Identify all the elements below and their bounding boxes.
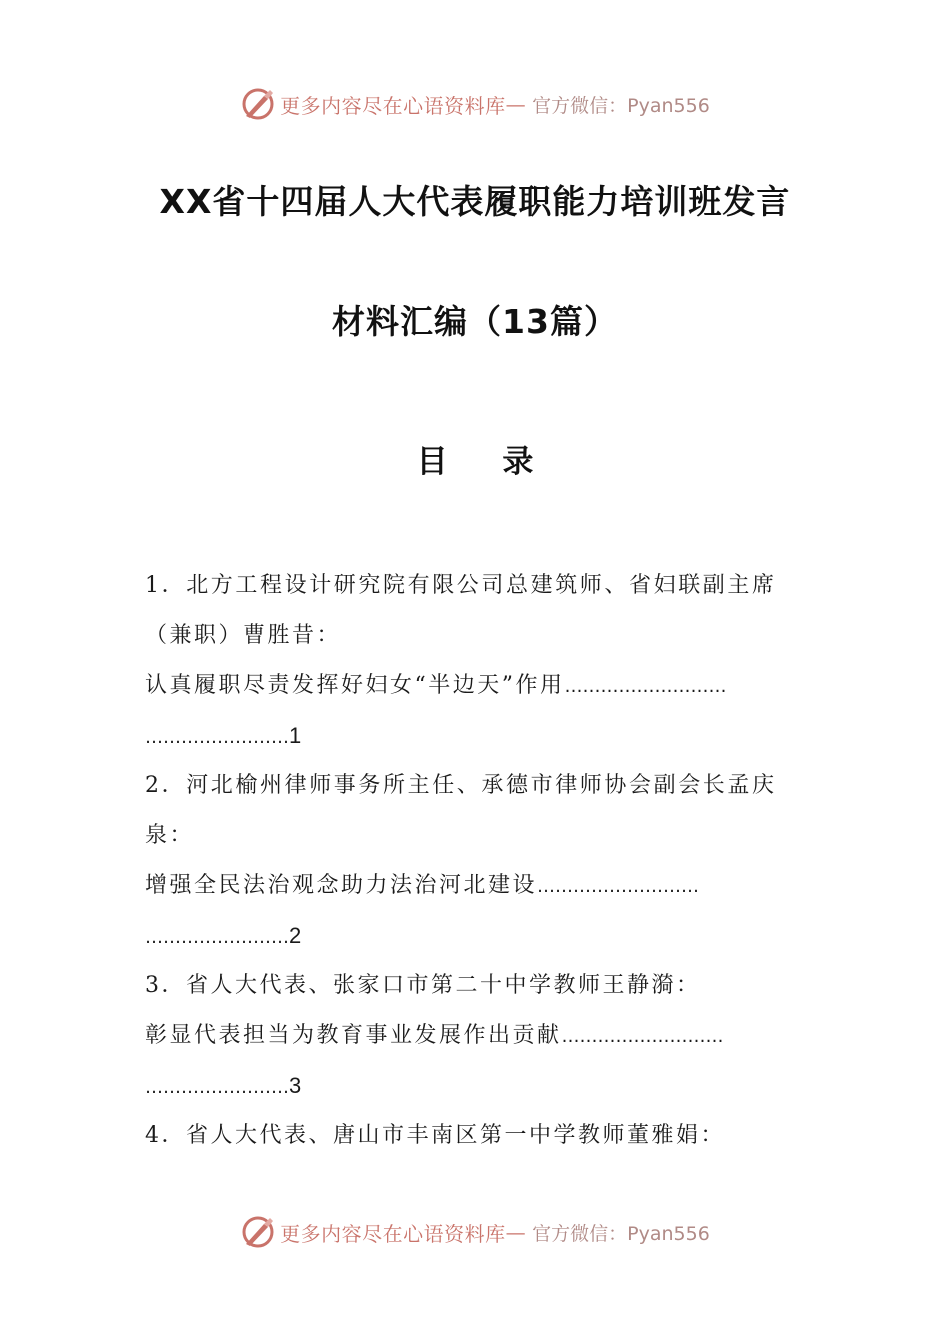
document-title-line2: 材料汇编（13篇） (332, 302, 618, 341)
toc-entry-4-speaker-line1: 4．省人大代表、唐山市丰南区第一中学教师董雅娟： (145, 1123, 725, 1148)
toc-leader-dots: …………………… (145, 927, 289, 948)
toc-entry-3-speaker-line1: 3．省人大代表、张家口市第二十中学教师王静漪： (145, 973, 701, 998)
toc-entry-2-topic-line[interactable] (145, 866, 805, 916)
toc-leader-dots: …………………… (145, 727, 289, 748)
toc-entry-3-page-line (145, 1066, 805, 1116)
toc-entry-2-topic: 增强全民法治观念助力法治河北建设 (145, 873, 538, 898)
toc-entry-2-page-line (145, 916, 805, 966)
toc-entry-2-speaker-line2: 泉： (145, 823, 195, 848)
toc-entry-3-topic: 彰显代表担当为教育事业发展作出贡献 (145, 1023, 562, 1048)
watermark-dash: — (505, 92, 527, 116)
toc-entry-1-topic: 认真履职尽责发挥好妇女“半边天”作用 (145, 673, 565, 698)
pen-logo-icon (240, 1214, 276, 1250)
toc-entry-2-speaker-line1: 2．河北榆州律师事务所主任、承德市律师协会副会长孟庆 (145, 773, 777, 798)
toc-entry-1-topic-line[interactable] (145, 666, 805, 716)
table-of-contents (145, 566, 805, 1166)
watermark-wechat: 官方微信：Pyan556 (532, 1222, 710, 1245)
toc-entry-3-topic-line[interactable] (145, 1016, 805, 1066)
toc-entry-2-page: 2 (289, 923, 302, 948)
toc-entry-1-speaker-line2: （兼职）曹胜昔： (145, 623, 342, 648)
watermark-dash: — (505, 1220, 527, 1244)
watermark-text: 更多内容尽在心语资料库 (280, 93, 506, 118)
watermark-wechat: 官方微信：Pyan556 (532, 94, 710, 117)
toc-entry-1-speaker-line1: 1．北方工程设计研究院有限公司总建筑师、省妇联副主席 (145, 573, 777, 598)
header-watermark (0, 82, 950, 126)
toc-entry-1-page: 1 (289, 723, 302, 748)
toc-entry-3-page: 3 (289, 1073, 302, 1098)
footer-watermark (0, 1210, 950, 1254)
toc-leader-dots: ……………………… (561, 1026, 724, 1047)
toc-leader-dots: ……………………… (564, 676, 727, 697)
watermark-text: 更多内容尽在心语资料库 (280, 1221, 506, 1246)
toc-heading: 目 录 (416, 444, 556, 480)
toc-leader-dots: …………………… (145, 1077, 289, 1098)
pen-logo-icon (240, 86, 276, 122)
document-title-line1: XX省十四届人大代表履职能力培训班发言 (159, 182, 791, 221)
toc-leader-dots: ……………………… (537, 876, 700, 897)
toc-entry-1-page-line (145, 716, 805, 766)
